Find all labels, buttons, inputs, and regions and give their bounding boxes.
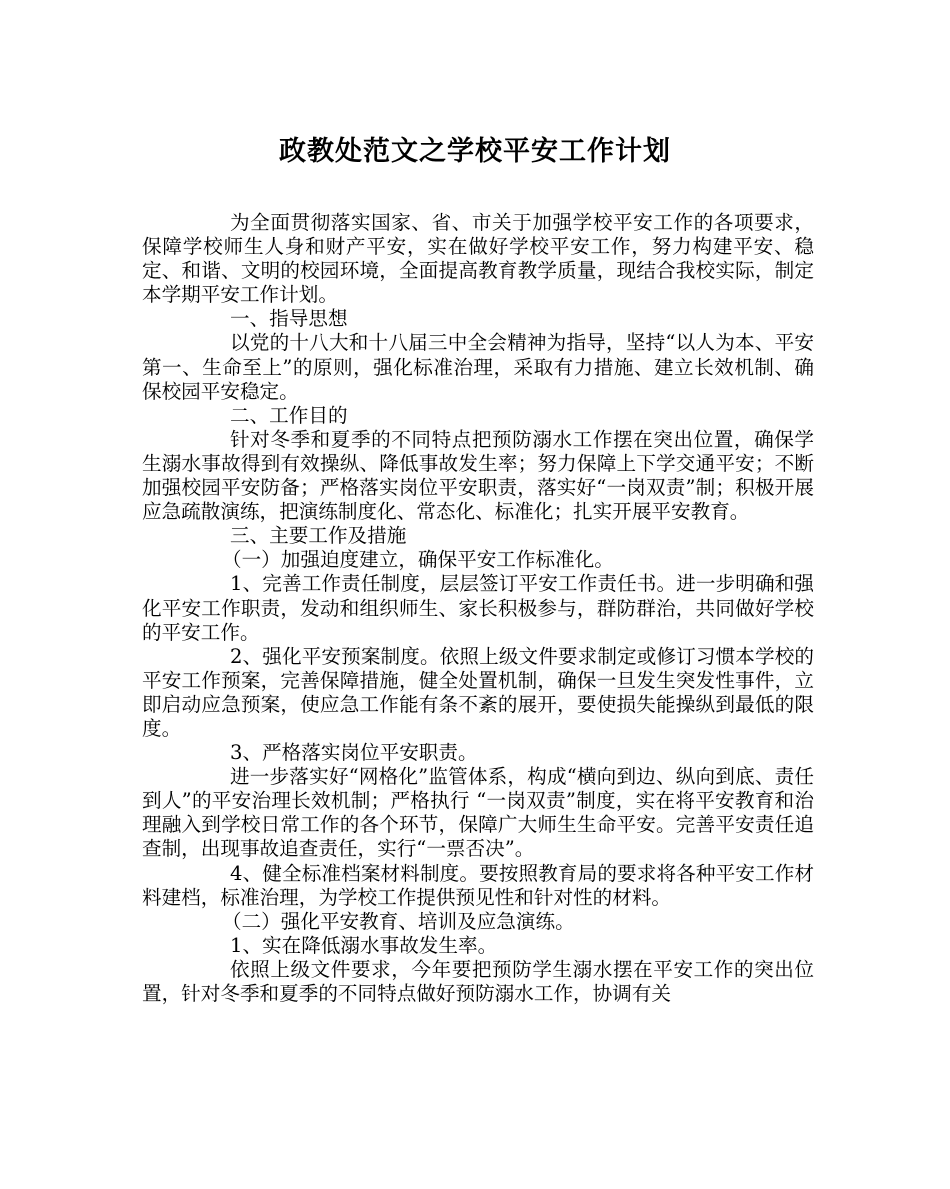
subheading-safety-education: （二）强化平安教育、培训及应急演练。	[222, 909, 575, 933]
paragraph-item-2: 2、强化平安预案制度。依照上级文件要求制定或修订习惯本学校的平安工作预案，完善保障措施，健全处置机制，确保一旦发生突发性事件，立即启动应急预案，使应急工作能有条不紊的展开，要使损失能操纵到最低的限度。	[142, 644, 814, 740]
paragraph-item-3: 3、严格落实岗位平安职责。	[230, 741, 478, 765]
paragraph-guiding-ideology: 以党的十八大和十八届三中全会精神为指导，坚持“以人为本、平安第一、生命至上”的原则，强化标准治理，采取有力措施、建立长效机制、确保校园平安稳定。	[142, 331, 814, 403]
paragraph-drowning-item: 1、实在降低溺水事故发生率。	[230, 933, 498, 957]
paragraph-work-goals: 针对冬季和夏季的不同特点把预防溺水工作摆在突出位置，确保学生溺水事故得到有效操纵、降低事故发生率；努力保障上下学交通平安；不断加强校园平安防备；严格落实岗位平安职责，落实好“一岗双责”制；积极开展应急疏散演练，把演练制度化、常态化、标准化；扎实开展平安教育。	[142, 427, 814, 524]
paragraph-drowning-detail: 依照上级文件要求，今年要把预防学生溺水摆在平安工作的突出位置，针对冬季和夏季的不同特点做好预防溺水工作，协调有关	[142, 957, 814, 1005]
document-body	[142, 211, 814, 1006]
heading-guiding-ideology: 一、指导思想	[230, 307, 348, 331]
document-title: 政教处范文之学校平安工作计划	[279, 136, 671, 167]
heading-main-work: 三、主要工作及措施	[230, 524, 407, 548]
subheading-system-building: （一）加强迫度建立，确保平安工作标准化。	[222, 548, 614, 572]
heading-work-goals: 二、工作目的	[230, 403, 348, 427]
paragraph-grid-supervision: 进一步落实好“网格化”监管体系，构成“横向到边、纵向到底、责任到人”的平安治理长效机制；严格执行 “一岗双责”制度，实在将平安教育和治理融入到学校日常工作的各个环节，保障广大师生生命平安。完善平安责任追查制，出现事故追查责任，实行“一票否决”。	[142, 765, 814, 861]
paragraph-item-4: 4、健全标准档案材料制度。要按照教育局的要求将各种平安工作材料建档，标准治理，为学校工作提供预见性和针对性的材料。	[142, 861, 814, 909]
paragraph-item-1: 1、完善工作责任制度，层层签订平安工作责任书。进一步明确和强化平安工作职责，发动和组织师生、家长积极参与，群防群治，共同做好学校的平安工作。	[142, 572, 814, 644]
paragraph-intro: 为全面贯彻落实国家、省、市关于加强学校平安工作的各项要求，保障学校师生人身和财产平安，实在做好学校平安工作，努力构建平安、稳定、和谐、文明的校园环境，全面提高教育教学质量，现结合我校实际，制定本学期平安工作计划。	[142, 211, 814, 307]
